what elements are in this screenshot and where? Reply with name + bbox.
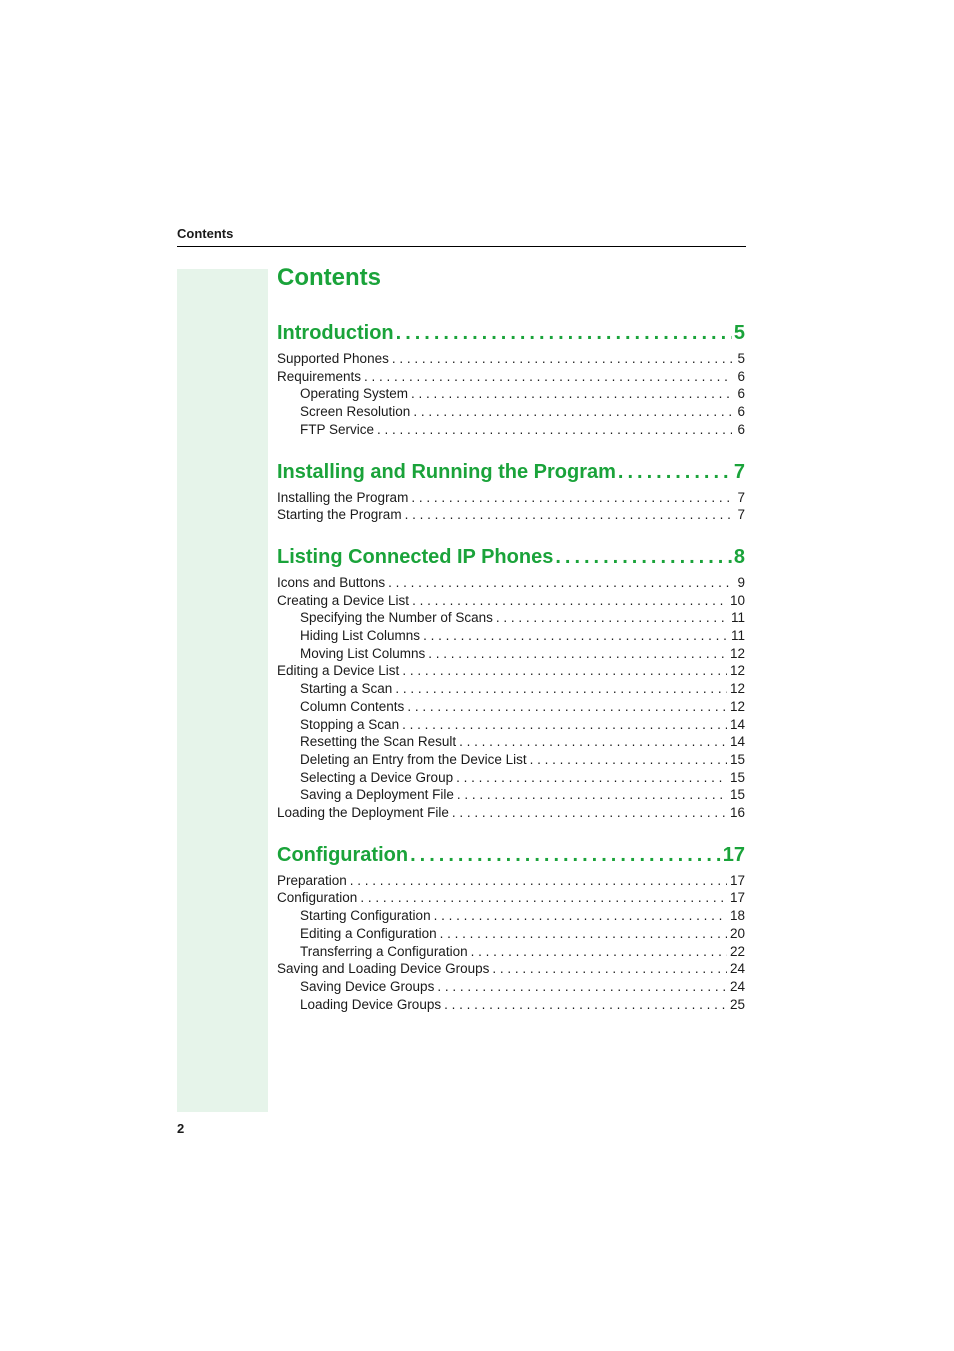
section-heading-page: 8	[733, 545, 745, 568]
toc-entry[interactable]	[277, 350, 745, 368]
toc-entry-title: Installing the Program	[277, 489, 409, 505]
toc-entry[interactable]	[277, 960, 745, 978]
toc-entry-title: Editing a Configuration	[300, 925, 437, 941]
dot-leader	[411, 489, 732, 507]
toc-entry-title: Stopping a Scan	[300, 716, 400, 732]
toc-entry-title: Hiding List Columns	[300, 628, 421, 644]
toc-entry[interactable]	[277, 506, 745, 524]
dot-leader	[456, 769, 727, 787]
toc-entry[interactable]	[277, 716, 745, 734]
dot-leader	[364, 368, 732, 386]
toc-entry[interactable]	[277, 645, 745, 663]
toc-entry[interactable]	[277, 662, 745, 680]
toc-entry[interactable]	[277, 733, 745, 751]
dot-leader	[377, 421, 732, 439]
toc-entry-title: Moving List Columns	[300, 645, 426, 661]
toc-entry-title: Preparation	[277, 872, 347, 888]
dot-leader	[496, 609, 728, 627]
toc-entry-page: 15	[729, 787, 745, 803]
toc-entry-page: 15	[729, 751, 745, 767]
dot-leader	[440, 925, 727, 943]
toc-entry[interactable]	[277, 385, 745, 403]
toc-section-heading[interactable]	[277, 840, 745, 870]
page-number: 2	[177, 1121, 185, 1136]
header-rule	[177, 246, 746, 247]
toc-entry-page: 12	[729, 681, 745, 697]
toc-entry-page: 12	[729, 663, 745, 679]
toc-section	[277, 457, 745, 524]
toc-section-heading[interactable]	[277, 542, 745, 572]
toc-entry-title: Loading the Deployment File	[277, 805, 449, 821]
dot-leader	[412, 592, 727, 610]
toc-entry-page: 16	[729, 805, 745, 821]
section-heading-page: 17	[722, 843, 745, 866]
toc-entry-title: FTP Service	[300, 421, 375, 437]
toc-entry-title: Saving a Deployment File	[300, 787, 454, 803]
toc-entry-title: Starting Configuration	[300, 908, 431, 924]
toc-entry-page: 5	[737, 351, 745, 366]
toc-entry-title: Transferring a Configuration	[300, 943, 468, 959]
toc-entry-page: 17	[729, 890, 745, 906]
section-heading-title: Listing Connected IP Phones	[277, 545, 554, 568]
toc-entry-page: 7	[737, 507, 745, 523]
toc-entry-page: 22	[729, 943, 745, 959]
dot-leader	[413, 403, 732, 421]
toc-entry-page: 11	[730, 610, 745, 626]
toc-entry-page: 24	[729, 961, 745, 977]
toc-entry[interactable]	[277, 786, 745, 804]
dot-leader	[360, 889, 727, 907]
toc-entry-title: Screen Resolution	[300, 404, 411, 420]
toc-section	[277, 542, 745, 822]
toc-section-heading[interactable]	[277, 318, 745, 348]
toc-section-heading[interactable]	[277, 457, 745, 487]
section-heading-title: Configuration	[277, 843, 409, 866]
dot-leader	[452, 804, 727, 822]
toc-entry-title: Starting the Program	[277, 507, 402, 523]
dot-leader	[530, 751, 727, 769]
table-of-contents	[277, 262, 745, 1031]
section-heading-title: Installing and Running the Program	[277, 460, 616, 483]
toc-entry-title: Saving Device Groups	[300, 978, 435, 994]
toc-entry-page: 6	[737, 421, 745, 437]
toc-entry-page: 9	[737, 574, 745, 590]
toc-entry-title: Column Contents	[300, 698, 405, 714]
dot-leader	[402, 662, 727, 680]
toc-entry-title: Creating a Device List	[277, 592, 410, 608]
toc-entry-page: 14	[729, 734, 745, 750]
toc-entry[interactable]	[277, 698, 745, 716]
dot-leader	[392, 350, 732, 368]
toc-entry[interactable]	[277, 769, 745, 787]
toc-entry[interactable]	[277, 751, 745, 769]
toc-entry-title: Operating System	[300, 386, 409, 402]
dot-leader	[459, 733, 727, 751]
toc-entry-title: Resetting the Scan Result	[300, 734, 457, 750]
toc-entry[interactable]	[277, 943, 745, 961]
toc-sections	[277, 318, 745, 1013]
dot-leader	[395, 680, 727, 698]
toc-entry-page: 10	[729, 592, 745, 608]
dot-leader	[492, 960, 727, 978]
toc-entry-title: Requirements	[277, 368, 362, 384]
toc-entry-title: Selecting a Device Group	[300, 769, 454, 785]
toc-entry[interactable]	[277, 609, 745, 627]
toc-section	[277, 318, 745, 439]
toc-entry-page: 25	[729, 996, 745, 1012]
toc-entry-page: 12	[729, 645, 745, 661]
toc-entry[interactable]	[277, 804, 745, 822]
dot-leader	[444, 996, 727, 1014]
dot-leader	[434, 907, 727, 925]
dot-leader	[402, 716, 727, 734]
dot-leader	[405, 506, 732, 524]
running-head: Contents	[177, 226, 234, 241]
section-heading-page: 5	[733, 322, 745, 344]
toc-entry-page: 14	[729, 716, 745, 732]
toc-entry-title: Editing a Device List	[277, 663, 400, 679]
toc-entry-page: 18	[729, 908, 745, 924]
toc-entry[interactable]	[277, 574, 745, 592]
toc-entry[interactable]	[277, 403, 745, 421]
section-heading-title: Introduction	[277, 322, 394, 344]
toc-entry[interactable]	[277, 489, 745, 507]
toc-entry[interactable]	[277, 925, 745, 943]
dot-leader	[428, 645, 727, 663]
dot-leader	[396, 318, 732, 348]
toc-entry-title: Icons and Buttons	[277, 574, 386, 590]
side-margin-panel	[177, 269, 268, 1112]
toc-entry[interactable]	[277, 872, 745, 890]
toc-entry-page: 6	[737, 386, 745, 402]
toc-entry-page: 7	[737, 489, 745, 505]
dot-leader	[471, 943, 727, 961]
toc-entry-title: Specifying the Number of Scans	[300, 610, 493, 626]
toc-entry[interactable]	[277, 978, 745, 996]
toc-entry-title: Configuration	[277, 890, 358, 906]
toc-entry[interactable]	[277, 996, 745, 1014]
toc-section	[277, 840, 745, 1014]
toc-entry-page: 12	[729, 698, 745, 714]
toc-entry-page: 24	[729, 978, 745, 994]
toc-entry[interactable]	[277, 368, 745, 386]
toc-entry-title: Saving and Loading Device Groups	[277, 961, 490, 977]
toc-entry[interactable]	[277, 680, 745, 698]
section-heading-page: 7	[733, 460, 745, 483]
dot-leader	[350, 872, 727, 890]
toc-title: Contents	[277, 264, 381, 291]
toc-entry-page: 20	[729, 925, 745, 941]
dot-leader	[618, 457, 732, 487]
toc-entry-title: Deleting an Entry from the Device List	[300, 751, 527, 767]
toc-entry-title: Loading Device Groups	[300, 996, 442, 1012]
toc-entry-title: Starting a Scan	[300, 681, 393, 697]
dot-leader	[457, 786, 727, 804]
dot-leader	[555, 542, 732, 572]
toc-entry-page: 6	[737, 404, 745, 420]
dot-leader	[407, 698, 727, 716]
toc-entry[interactable]	[277, 907, 745, 925]
dot-leader	[388, 574, 732, 592]
dot-leader	[411, 385, 732, 403]
toc-entry[interactable]	[277, 592, 745, 610]
toc-entry-page: 17	[729, 872, 745, 888]
dot-leader	[423, 627, 728, 645]
dot-leader	[410, 840, 721, 870]
toc-entry-page: 6	[737, 368, 745, 384]
toc-entry[interactable]	[277, 421, 745, 439]
toc-entry-page: 15	[729, 769, 745, 785]
toc-entry[interactable]	[277, 889, 745, 907]
toc-entry-title: Supported Phones	[277, 351, 389, 366]
toc-entry-page: 11	[730, 628, 745, 644]
dot-leader	[437, 978, 727, 996]
toc-entry[interactable]	[277, 627, 745, 645]
